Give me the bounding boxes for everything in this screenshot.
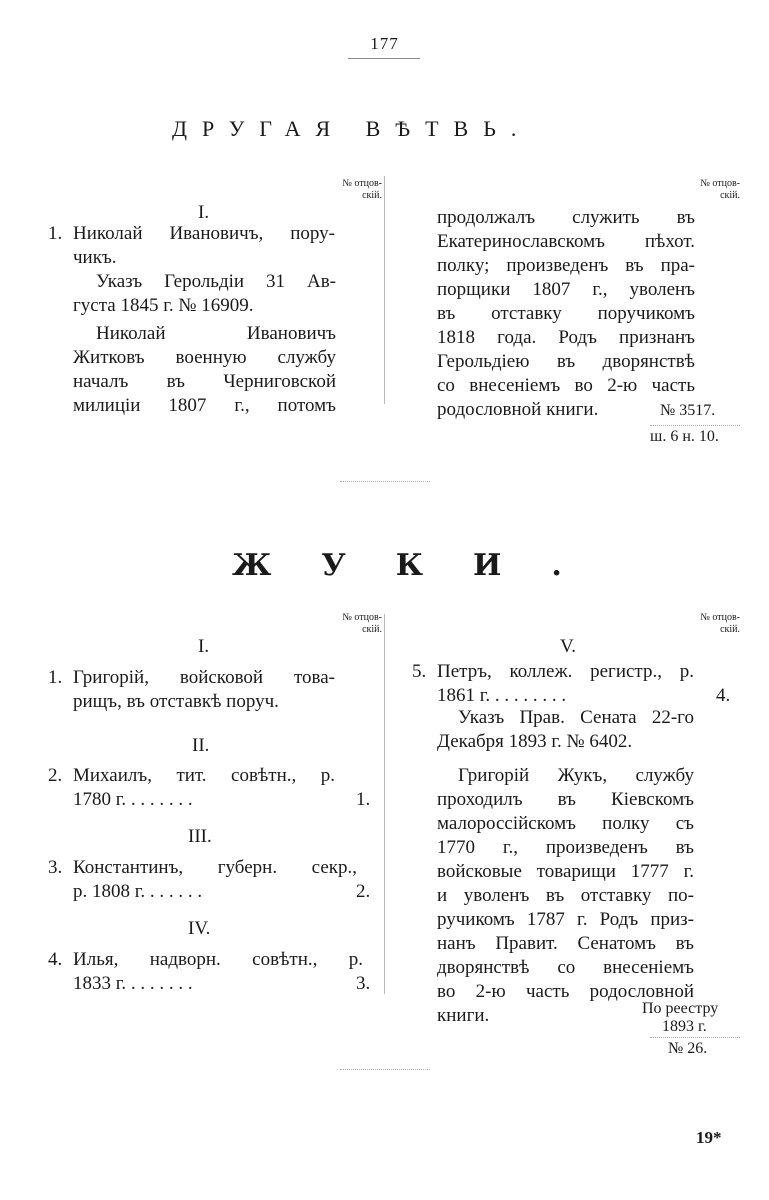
paragraph-line: 1818 года. Родъ признанъ	[437, 327, 695, 348]
paragraph-line: Герольдіею въ дворянствѣ	[437, 351, 695, 372]
entry-text: Петръ, коллеж. регистр., р.	[437, 661, 694, 682]
paragraph-line: книги.	[437, 1005, 490, 1026]
paragraph-line: полку; произведенъ въ пра-	[437, 255, 695, 276]
paragraph-line: началъ въ Черниговской	[73, 371, 336, 392]
registry-rule	[650, 1037, 740, 1038]
entry-text: рищъ, въ отставкѣ поруч.	[73, 691, 279, 712]
entry-text: Константинъ, губерн. секр.,	[73, 857, 357, 878]
paragraph-line: порщики 1807 г., уволенъ	[437, 279, 695, 300]
entry-text: Григорій, войсковой това-	[73, 667, 335, 688]
page-number-rule	[348, 58, 420, 59]
entry-text: Илья, надворн. совѣтн., р.	[73, 949, 363, 970]
entry-text: Михаилъ, тит. совѣтн., р.	[73, 765, 335, 786]
reference-number: № 3517.	[660, 402, 716, 419]
ukaz-text: Указъ Герольдіи 31 Ав-	[96, 271, 336, 292]
generation-label: III.	[188, 826, 212, 847]
registry-year: 1893 г.	[662, 1018, 707, 1035]
generation-label: II.	[192, 735, 210, 756]
paragraph-line: Житковъ военную службу	[73, 347, 336, 368]
paragraph-line: продолжалъ служить въ	[437, 207, 695, 228]
entry-text: р. 1808 г. . . . . . .	[73, 881, 203, 902]
column-divider	[384, 614, 385, 994]
parent-ref: 2.	[356, 881, 371, 902]
parent-ref: 1.	[356, 789, 371, 810]
section-title-zhuki: ЖУКИ.	[232, 548, 612, 583]
paragraph-line: и уволенъ въ отставку по-	[437, 885, 694, 906]
paragraph-line: ручикомъ 1787 г. Родъ приз-	[437, 909, 694, 930]
entry-text: 1780 г. . . . . . . .	[73, 789, 193, 810]
entry-text: 1833 г. . . . . . . .	[73, 973, 193, 994]
paragraph-line: родословной книги.	[437, 399, 599, 420]
paragraph-line: со внесеніемъ во 2-ю часть	[437, 375, 695, 396]
page-number: 177	[370, 34, 399, 53]
section-separator	[340, 1069, 430, 1070]
entry-number: 1.	[48, 223, 63, 244]
entry-text: чикъ.	[73, 247, 117, 268]
paragraph-line: 1770 г., произведенъ въ	[437, 837, 694, 858]
paragraph-line: проходилъ въ Кіевскомъ	[437, 789, 694, 810]
generation-label: V.	[560, 636, 577, 657]
entry-text: 1861 г. . . . . . . . .	[437, 685, 567, 706]
registry-number: № 26.	[668, 1040, 708, 1057]
entry-number: 1.	[48, 667, 63, 688]
paragraph-line: милиціи 1807 г., потомъ	[73, 395, 336, 416]
generation-label: IV.	[188, 918, 211, 939]
entry-number: 4.	[48, 949, 63, 970]
paragraph-line: Григорій Жукъ, службу	[458, 765, 694, 786]
generation-label: I.	[198, 636, 210, 657]
ukaz-text: Декабря 1893 г. № 6402.	[437, 731, 633, 752]
paragraph-line: войсковые товарищи 1777 г.	[437, 861, 694, 882]
entry-number: 2.	[48, 765, 63, 786]
paragraph-line: Екатеринославскомъ пѣхот.	[437, 231, 695, 252]
entry-text: Николай Ивановичъ, пору-	[73, 223, 335, 244]
entry-number: 3.	[48, 857, 63, 878]
paragraph-line: дворянствѣ со внесеніемъ	[437, 957, 694, 978]
paragraph-line: въ отставку поручикомъ	[437, 303, 695, 324]
entry-number: 5.	[412, 661, 427, 682]
section-title-drugaya-vetv: ДРУГАЯ ВѢТВЬ.	[172, 116, 532, 141]
parent-ref: 3.	[356, 973, 371, 994]
reference-location: ш. 6 н. 10.	[650, 428, 719, 445]
paragraph-line: малороссійскомъ полку съ	[437, 813, 694, 834]
parent-ref: 4.	[716, 685, 731, 706]
registry-label: По реестру	[642, 1000, 719, 1017]
col-header-left: № отцов- скій.	[342, 178, 382, 201]
section-separator	[340, 481, 430, 482]
paragraph-line: Николай Ивановичъ	[96, 323, 336, 344]
ukaz-text: густа 1845 г. № 16909.	[73, 295, 254, 316]
col-header-right: № отцов- скій.	[700, 178, 740, 201]
reference-rule	[650, 425, 740, 426]
paragraph-line: во 2-ю часть родословной	[437, 981, 694, 1002]
col-header-left: № отцов- скій.	[342, 612, 382, 635]
col-header-right: № отцов- скій.	[700, 612, 740, 635]
printer-signature: 19*	[696, 1128, 722, 1147]
column-divider	[384, 176, 385, 404]
ukaz-text: Указъ Прав. Сената 22-го	[458, 707, 694, 728]
paragraph-line: нанъ Правит. Сенатомъ въ	[437, 933, 694, 954]
generation-label: I.	[198, 202, 210, 223]
